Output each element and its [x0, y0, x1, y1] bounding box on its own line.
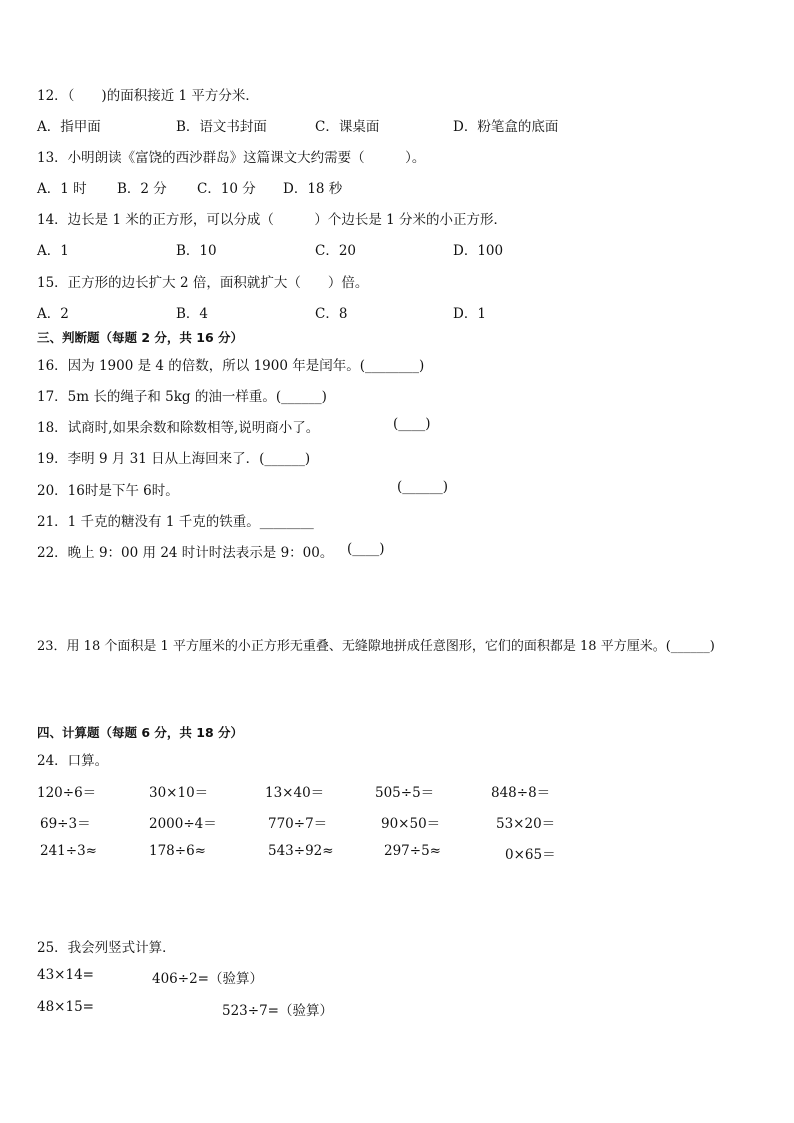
q13-option-b: B．2 分: [117, 181, 167, 197]
q15-option-a: A．2: [37, 306, 69, 322]
oral-calc-item: 297÷5≈: [384, 843, 441, 859]
q15-option-c: C．8: [315, 306, 348, 322]
judge-question-23: 23．用 18 个面积是 1 平方厘米的小正方形无重叠、无缝隙地拼成任意图形，它们的面积都是 18 平方厘米。(______): [37, 639, 715, 654]
oral-calc-item: 30×10＝: [149, 785, 209, 801]
judge-question-20: 20．16时是下午 6时。: [37, 483, 179, 499]
judge-question-16: 16．因为 1900 是 4 的倍数，所以 1900 年是闰年。(________): [37, 358, 425, 374]
oral-calc-item: 178÷6≈: [149, 843, 206, 859]
oral-calc-item: 241÷3≈: [40, 843, 97, 859]
oral-calc-item: 505÷5＝: [375, 785, 435, 801]
question-14-text: 14．边长是 1 米的正方形，可以分成（ ）个边长是 1 分米的小正方形．: [37, 212, 508, 228]
judge-question-17: 17．5m 长的绳子和 5kg 的油一样重。(______): [37, 389, 327, 405]
vertical-calc-item: 523÷7=（验算）: [222, 1003, 333, 1019]
oral-calc-item: 2000÷4＝: [149, 816, 217, 832]
judge-18-blank: (____): [393, 416, 431, 432]
oral-calc-item: 120÷6＝: [37, 785, 97, 801]
q12-option-b: B．语文书封面: [176, 119, 267, 135]
question-25-title: 25．我会列竖式计算．: [37, 940, 176, 956]
oral-calc-item: 90×50＝: [381, 816, 441, 832]
q13-option-a: A．1 时: [37, 181, 87, 197]
q12-option-d: D．粉笔盒的底面: [453, 119, 559, 135]
vertical-calc-item: 48×15=: [37, 999, 94, 1015]
q12-option-a: A．指甲面: [37, 119, 101, 135]
q13-option-c: C．10 分: [197, 181, 256, 197]
judge-20-blank: (______): [397, 479, 449, 495]
question-13-text: 13．小明朗读《富饶的西沙群岛》这篇课文大约需要（ ）。: [37, 150, 426, 166]
judge-question-21: 21．1 千克的糖没有 1 千克的铁重。________: [37, 514, 314, 530]
section-3-heading: 三、判断题（每题 2 分，共 16 分）: [37, 330, 244, 345]
question-24-title: 24．口算。: [37, 753, 109, 769]
q14-option-c: C．20: [315, 243, 357, 259]
question-12-text: 12．（ )的面积接近 1 平方分米．: [37, 88, 259, 104]
oral-calc-item: 770÷7＝: [268, 816, 328, 832]
vertical-calc-item: 406÷2=（验算）: [152, 971, 263, 987]
judge-22-blank: (____): [347, 541, 385, 557]
question-15-text: 15．正方形的边长扩大 2 倍，面积就扩大（ ）倍。: [37, 275, 369, 291]
vertical-calc-item: 43×14=: [37, 967, 94, 983]
judge-question-22: 22．晚上 9：00 用 24 时计时法表示是 9：00。: [37, 545, 334, 561]
q13-option-d: D．18 秒: [283, 181, 343, 197]
q15-option-d: D．1: [453, 306, 486, 322]
oral-calc-item: 543÷92≈: [268, 843, 334, 859]
section-4-heading: 四、计算题（每题 6 分，共 18 分）: [37, 725, 244, 740]
oral-calc-item: 69÷3＝: [40, 816, 91, 832]
q14-option-b: B．10: [176, 243, 217, 259]
q15-option-b: B．4: [176, 306, 209, 322]
judge-question-18: 18．试商时,如果余数和除数相等,说明商小了。: [37, 420, 320, 436]
q14-option-d: D．100: [453, 243, 504, 259]
oral-calc-item: 0×65＝: [505, 847, 556, 863]
oral-calc-item: 53×20＝: [496, 816, 556, 832]
q12-option-c: C．课桌面: [315, 119, 380, 135]
oral-calc-item: 848÷8＝: [491, 785, 551, 801]
q14-option-a: A．1: [37, 243, 69, 259]
judge-question-19: 19．李明 9 月 31 日从上海回来了．(______): [37, 451, 311, 467]
oral-calc-item: 13×40＝: [265, 785, 325, 801]
